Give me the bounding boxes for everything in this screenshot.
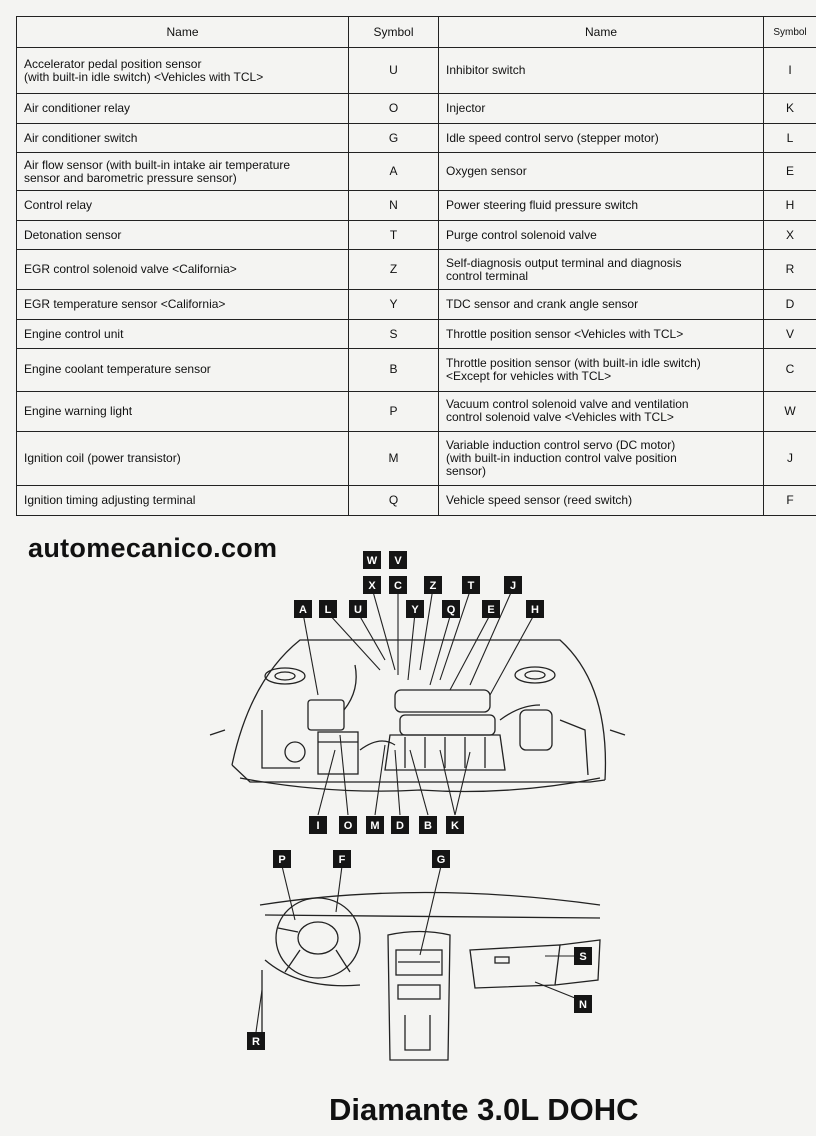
label-letter: F: [338, 854, 346, 866]
component-location-diagram: [0, 520, 816, 1090]
table-row: [17, 94, 816, 124]
label-letter: B: [424, 820, 432, 832]
table-row: [17, 123, 816, 153]
label-box-x: [363, 576, 381, 594]
label-box-e: [482, 600, 500, 618]
symbol-cell: T: [349, 220, 439, 250]
label-box-f: [333, 850, 351, 868]
component-name-cell: Injector: [439, 94, 764, 124]
label-box-o: [339, 816, 357, 834]
label-letter: I: [316, 820, 320, 832]
component-name-cell: Air conditioner switch: [17, 123, 349, 153]
component-name-cell: Engine coolant temperature sensor: [17, 349, 349, 391]
symbol-cell: Q: [349, 486, 439, 516]
cabin-illustration: [260, 893, 600, 1061]
diagram-caption: Diamante 3.0L DOHC: [329, 1092, 639, 1127]
label-letter: K: [451, 820, 459, 832]
symbol-cell: G: [349, 123, 439, 153]
symbol-cell: C: [764, 349, 816, 391]
label-box-d: [391, 816, 409, 834]
label-box-u: [349, 600, 367, 618]
component-name-cell: Ignition timing adjusting terminal: [17, 486, 349, 516]
label-letter: D: [396, 820, 404, 832]
symbol-cell: K: [764, 94, 816, 124]
component-name-cell: EGR control solenoid valve <California>: [17, 250, 349, 290]
table-row: [17, 48, 816, 94]
label-letter: H: [531, 604, 539, 616]
component-name-cell: Variable induction control servo (DC motor) (with built-in induction control valve position sensor): [439, 431, 764, 486]
component-name-cell: Throttle position sensor (with built-in idle switch) <Except for vehicles with TCL>: [439, 349, 764, 391]
label-letter: A: [299, 604, 307, 616]
symbol-cell: O: [349, 94, 439, 124]
component-name-cell: TDC sensor and crank angle sensor: [439, 290, 764, 320]
label-letter: M: [370, 820, 380, 832]
table-row: [17, 153, 816, 191]
label-box-h: [526, 600, 544, 618]
table-body: [17, 48, 816, 516]
component-name-cell: Self-diagnosis output terminal and diagnosis control terminal: [439, 250, 764, 290]
symbol-cell: U: [349, 48, 439, 94]
table-row: [17, 486, 816, 516]
label-letter: C: [394, 580, 402, 592]
symbol-cell: Z: [349, 250, 439, 290]
component-name-cell: Oxygen sensor: [439, 153, 764, 191]
symbol-cell: A: [349, 153, 439, 191]
symbol-cell: Y: [349, 290, 439, 320]
symbol-cell: L: [764, 123, 816, 153]
component-name-cell: Ignition coil (power transistor): [17, 431, 349, 486]
header-symbol: Symbol: [349, 17, 439, 48]
symbol-cell: N: [349, 191, 439, 221]
label-letter: T: [467, 580, 475, 592]
component-name-cell: Throttle position sensor <Vehicles with TCL>: [439, 319, 764, 349]
label-box-i: [309, 816, 327, 834]
label-box-r: [247, 1032, 265, 1050]
component-name-cell: Air flow sensor (with built-in intake air temperature sensor and barometric pressure sensor): [17, 153, 349, 191]
brand-watermark: automecanico.com: [28, 533, 278, 563]
component-name-cell: Power steering fluid pressure switch: [439, 191, 764, 221]
symbol-cell: B: [349, 349, 439, 391]
symbol-cell: F: [764, 486, 816, 516]
label-box-w: [363, 551, 381, 569]
component-name-cell: EGR temperature sensor <California>: [17, 290, 349, 320]
symbol-cell: S: [349, 319, 439, 349]
label-box-s: [574, 947, 592, 965]
label-box-y: [406, 600, 424, 618]
symbol-cell: D: [764, 290, 816, 320]
label-box-n: [574, 995, 592, 1013]
label-letter: S: [579, 951, 587, 963]
engine-bay-illustration: [210, 640, 625, 792]
label-letter: G: [436, 854, 446, 866]
label-box-q: [442, 600, 460, 618]
label-letter: U: [354, 604, 362, 616]
label-letter: X: [368, 580, 376, 592]
component-name-cell: Vehicle speed sensor (reed switch): [439, 486, 764, 516]
table-header-row: [17, 17, 816, 48]
table-row: [17, 391, 816, 431]
label-box-a: [294, 600, 312, 618]
table-row: [17, 220, 816, 250]
label-box-c: [389, 576, 407, 594]
symbol-cell: W: [764, 391, 816, 431]
label-letter: O: [343, 820, 353, 832]
table-row: [17, 319, 816, 349]
label-letter: P: [278, 854, 286, 866]
label-letter: J: [509, 580, 517, 592]
label-box-p: [273, 850, 291, 868]
table-row: [17, 349, 816, 391]
label-letter: Z: [429, 580, 437, 592]
component-table: [16, 16, 816, 516]
label-letter: V: [394, 555, 402, 567]
component-name-cell: Vacuum control solenoid valve and ventilation control solenoid valve <Vehicles with TCL>: [439, 391, 764, 431]
label-box-k: [446, 816, 464, 834]
component-name-cell: Air conditioner relay: [17, 94, 349, 124]
component-name-cell: Accelerator pedal position sensor (with built-in idle switch) <Vehicles with TCL>: [17, 48, 349, 94]
label-letter: Q: [446, 604, 456, 616]
component-name-cell: Inhibitor switch: [439, 48, 764, 94]
table-row: [17, 290, 816, 320]
label-letter: R: [252, 1036, 260, 1048]
label-letter: W: [366, 555, 378, 567]
header-name-2: Name: [439, 17, 764, 48]
component-name-cell: Idle speed control servo (stepper motor): [439, 123, 764, 153]
label-box-t: [462, 576, 480, 594]
symbol-cell: J: [764, 431, 816, 486]
symbol-cell: V: [764, 319, 816, 349]
cabin-leader-lines: [256, 866, 580, 1032]
component-name-cell: Detonation sensor: [17, 220, 349, 250]
label-box-g: [432, 850, 450, 868]
table-row: [17, 250, 816, 290]
label-letter: N: [579, 999, 587, 1011]
label-box-l: [319, 600, 337, 618]
symbol-cell: R: [764, 250, 816, 290]
component-name-cell: Control relay: [17, 191, 349, 221]
symbol-cell: H: [764, 191, 816, 221]
symbol-cell: M: [349, 431, 439, 486]
symbol-cell: X: [764, 220, 816, 250]
table-row: [17, 191, 816, 221]
header-symbol-2: Symbol: [764, 17, 816, 48]
component-name-cell: Engine warning light: [17, 391, 349, 431]
table-row: [17, 431, 816, 486]
label-box-b: [419, 816, 437, 834]
label-letter: L: [324, 604, 332, 616]
component-name-cell: Engine control unit: [17, 319, 349, 349]
label-box-j: [504, 576, 522, 594]
header-name: Name: [17, 17, 349, 48]
symbol-cell: I: [764, 48, 816, 94]
label-box-m: [366, 816, 384, 834]
engine-leader-lines: [303, 588, 535, 815]
label-box-v: [389, 551, 407, 569]
symbol-cell: P: [349, 391, 439, 431]
label-box-z: [424, 576, 442, 594]
label-letter: Y: [411, 604, 419, 616]
component-name-cell: Purge control solenoid valve: [439, 220, 764, 250]
label-letter: E: [487, 604, 495, 616]
symbol-cell: E: [764, 153, 816, 191]
